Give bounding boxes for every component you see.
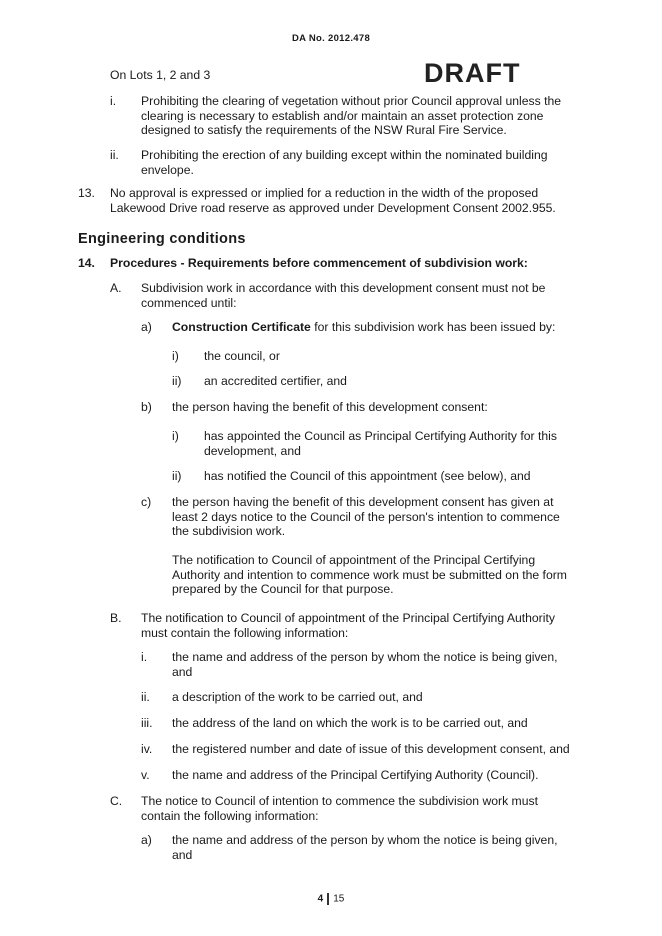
section-heading: Engineering conditions bbox=[78, 231, 246, 247]
clause-b-item-4-text: the registered number and date of issue of this development consent, and bbox=[172, 742, 570, 756]
clause-a-marker: A. bbox=[110, 281, 122, 295]
clause-a-a-i-marker: i) bbox=[172, 349, 179, 363]
lots-item-2-text: Prohibiting the erection of any building except within the nominated building envelope. bbox=[141, 148, 548, 177]
clause-a-b-ii-text: has notified the Council of this appointment (see below), and bbox=[204, 469, 531, 483]
clause-a-b-text: the person having the benefit of this development consent: bbox=[172, 400, 488, 414]
clause-b-item-5-marker: v. bbox=[141, 768, 150, 782]
clause-b-text: The notification to Council of appointment of the Principal Certifying Authority must contain the following information: bbox=[141, 611, 555, 640]
clause-b-item-1-marker: i. bbox=[141, 650, 148, 664]
construction-certificate-label: Construction Certificate bbox=[172, 320, 311, 334]
clause-a-b-i-marker: i) bbox=[172, 429, 179, 443]
current-page: 4 bbox=[317, 893, 324, 905]
clause-b-item-2-marker: ii. bbox=[141, 690, 150, 704]
clause-a-c-note: The notification to Council of appointment of the Principal Certifying Authority and intention to commence work must be submitted on the form prepared by the Council for that purpose. bbox=[172, 553, 567, 596]
clause-a-a-ii-text: an accredited certifier, and bbox=[204, 374, 347, 388]
clause-a-a-ii-marker: ii) bbox=[172, 374, 182, 388]
clause-c-a-text: the name and address of the person by whom the notice is being given, and bbox=[172, 833, 558, 862]
condition-13-number: 13. bbox=[78, 186, 95, 200]
condition-14-title: Procedures - Requirements before commencement of subdivision work: bbox=[110, 256, 528, 270]
page-divider bbox=[327, 893, 329, 905]
total-pages: 15 bbox=[333, 893, 345, 905]
clause-a-text: Subdivision work in accordance with this development consent must not be commenced until: bbox=[141, 281, 546, 310]
clause-b-item-4-marker: iv. bbox=[141, 742, 153, 756]
clause-c-text: The notice to Council of intention to commence the subdivision work must contain the following information: bbox=[141, 794, 538, 823]
clause-a-a-text bbox=[172, 320, 582, 335]
clause-a-b-ii-marker: ii) bbox=[172, 469, 182, 483]
clause-a-c-text: the person having the benefit of this development consent has given at least 2 days notice to the Council of the person's intention to commence the subdivision work. bbox=[172, 495, 560, 538]
clause-c-marker: C. bbox=[110, 794, 123, 808]
clause-b-item-1-text: the name and address of the person by whom the notice is being given, and bbox=[172, 650, 558, 679]
clause-a-a-marker: a) bbox=[141, 320, 152, 334]
condition-13-text: No approval is expressed or implied for a reduction in the width of the proposed Lakewood Drive road reserve as approved under Development Consent 2002.955. bbox=[110, 186, 556, 215]
clause-c-a-marker: a) bbox=[141, 833, 152, 847]
clause-b-item-3-text: the address of the land on which the work is to be carried out, and bbox=[172, 716, 528, 730]
clause-a-a-i-text: the council, or bbox=[204, 349, 280, 363]
clause-a-a-rest: for this subdivision work has been issued by: bbox=[310, 320, 556, 334]
lots-item-2-marker: ii. bbox=[110, 148, 119, 162]
clause-b-item-5-text: the name and address of the Principal Certifying Authority (Council). bbox=[172, 768, 539, 782]
lots-item-1-marker: i. bbox=[110, 94, 117, 108]
clause-a-c-marker: c) bbox=[141, 495, 152, 509]
clause-b-item-2-text: a description of the work to be carried out, and bbox=[172, 690, 423, 704]
clause-a-b-i-text: has appointed the Council as Principal Certifying Authority for this development, and bbox=[204, 429, 557, 458]
da-number: DA No. 2012.478 bbox=[291, 33, 371, 44]
page-number bbox=[0, 893, 662, 905]
clause-b-item-3-marker: iii. bbox=[141, 716, 153, 730]
draft-watermark: DRAFT bbox=[424, 58, 521, 88]
lots-intro: On Lots 1, 2 and 3 bbox=[110, 68, 211, 82]
clause-b-marker: B. bbox=[110, 611, 122, 625]
lots-item-1-text: Prohibiting the clearing of vegetation without prior Council approval unless the clearing is necessary to establish and/or maintain an asset protection zone designed to satisfy the requirements of the NSW Rural Fire Service. bbox=[141, 94, 562, 137]
condition-14-number: 14. bbox=[78, 256, 95, 270]
clause-a-b-marker: b) bbox=[141, 400, 152, 414]
